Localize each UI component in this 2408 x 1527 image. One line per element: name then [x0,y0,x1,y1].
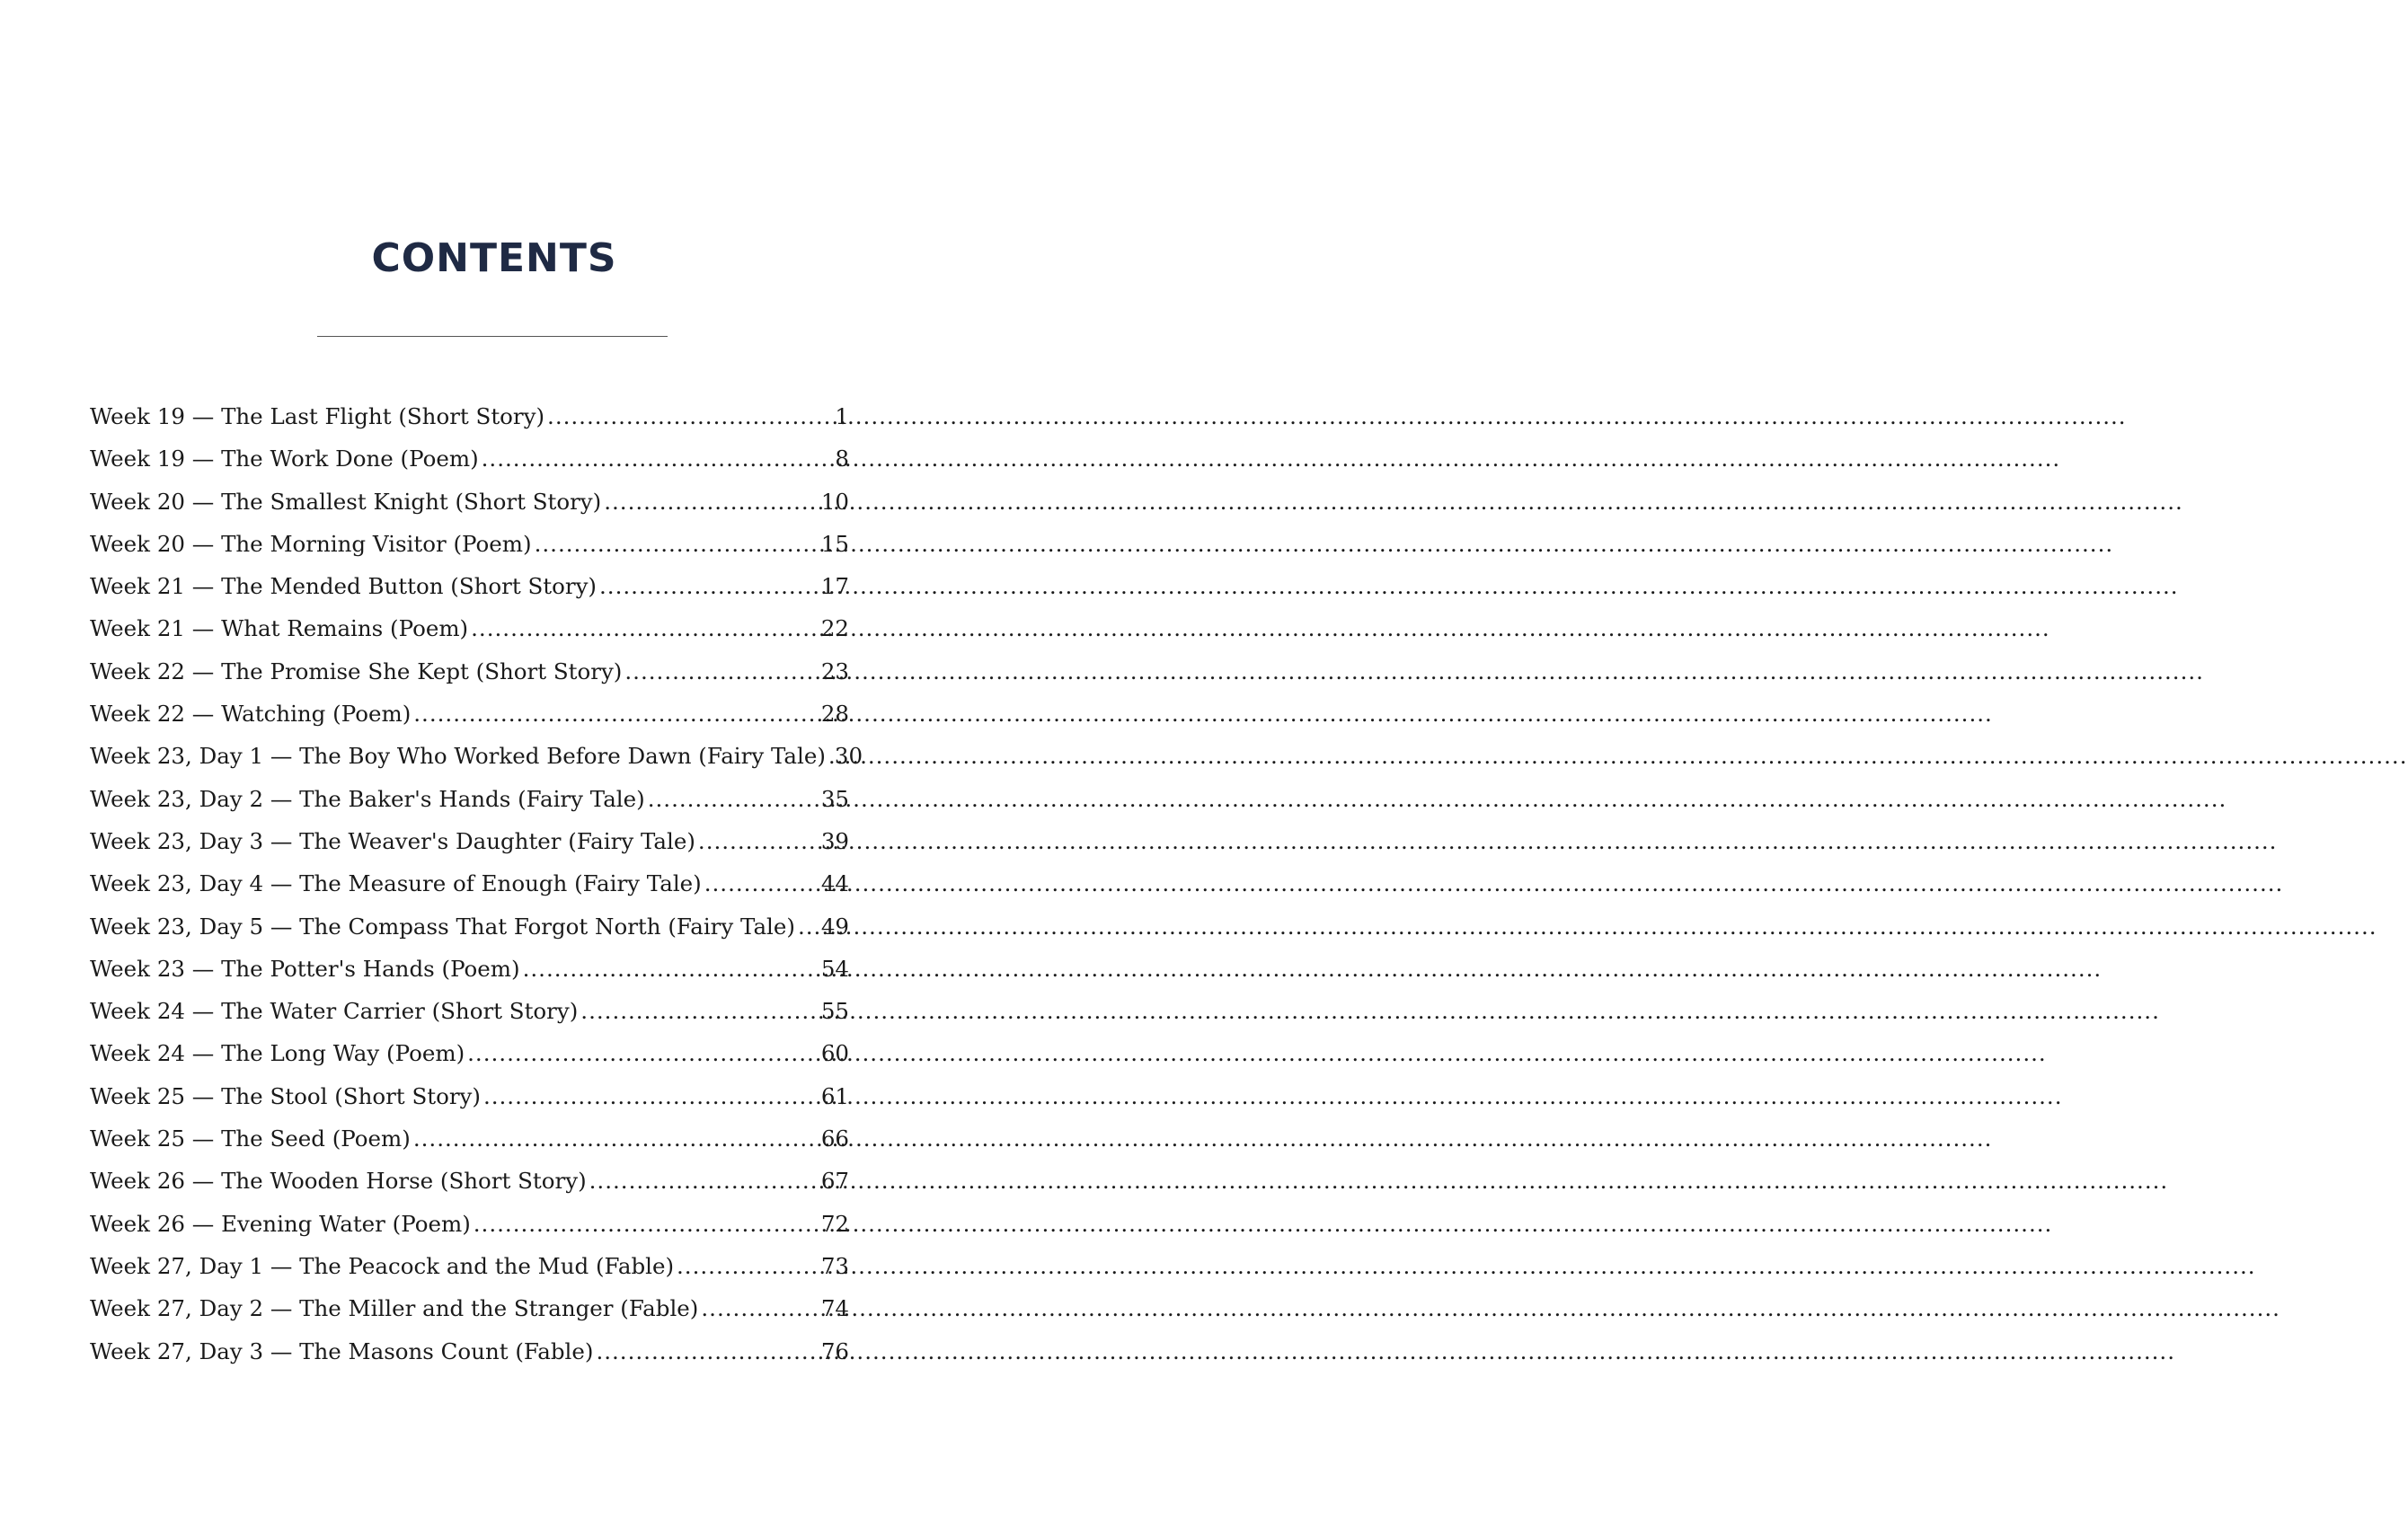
toc-entry[interactable] [90,1168,849,1210]
toc-dot-leader [580,998,819,1024]
toc-entry-title: Week 23, Day 2 — The Baker's Hands (Fairy Tale) [90,785,645,812]
toc-dot-leader [604,489,819,515]
toc-entry-title: Week 27, Day 2 — The Miller and the Stranger (Fable) [90,1295,699,1322]
title-divider [317,336,668,337]
toc-entry-page-number: 44 [820,870,849,897]
toc-entry-title: Week 25 — The Seed (Poem) [90,1125,411,1152]
toc-entry-page-number: 61 [820,1082,849,1109]
toc-entry-title: Week 20 — The Morning Visitor (Poem) [90,530,532,557]
toc-entry[interactable] [90,1125,849,1168]
toc-entry-page-number: 35 [820,785,849,812]
toc-entry[interactable] [90,743,863,785]
toc-entry[interactable] [90,828,849,870]
toc-entry-page-number: 66 [820,1125,849,1152]
toc-entry-page-number: 39 [820,827,849,854]
toc-entry-title: Week 23, Day 5 — The Compass That Forgot North (Fairy Tale) [90,913,795,940]
toc-entry-page-number: 22 [820,615,849,642]
toc-dot-leader [471,615,819,641]
toc-dot-leader [589,1168,819,1194]
toc-entry-title: Week 26 — Evening Water (Poem) [90,1210,471,1237]
toc-entry-page-number: 54 [820,955,849,982]
toc-entry-title: Week 24 — The Water Carrier (Short Story) [90,998,579,1025]
toc-dot-leader [698,828,819,854]
toc-entry[interactable] [90,446,849,488]
toc-entry[interactable] [90,786,849,828]
toc-entry[interactable] [90,914,849,956]
toc-entry-title: Week 23, Day 3 — The Weaver's Daughter (Fairy Tale) [90,827,695,854]
toc-dot-leader [413,701,819,727]
toc-entry[interactable] [90,998,849,1040]
toc-entry-page-number: 76 [820,1337,849,1364]
toc-entry-title: Week 22 — Watching (Poem) [90,701,412,728]
toc-entry-page-number: 72 [820,1210,849,1237]
toc-entry[interactable] [90,1040,849,1082]
toc-entry-page-number: 28 [820,701,849,728]
toc-entry[interactable] [90,956,849,998]
toc-dot-leader [648,786,819,812]
toc-entry[interactable] [90,489,849,531]
toc-entry-title: Week 24 — The Long Way (Poem) [90,1040,465,1067]
toc-entry-title: Week 25 — The Stool (Short Story) [90,1082,481,1109]
toc-entry-title: Week 19 — The Last Flight (Short Story) [90,403,545,429]
toc-dot-leader [704,870,819,896]
toc-entry-page-number: 55 [820,998,849,1025]
toc-dot-leader [523,956,819,982]
toc-dot-leader [677,1253,819,1279]
toc-entry[interactable] [90,403,849,446]
toc-entry-page-number: 49 [820,913,849,940]
toc-entry-page-number: 10 [820,488,849,515]
toc-entry-title: Week 22 — The Promise She Kept (Short Story) [90,658,623,684]
toc-dot-leader [701,1295,818,1321]
toc-entry[interactable] [90,1211,849,1253]
toc-dot-leader [798,914,819,940]
toc-entry-title: Week 27, Day 1 — The Peacock and the Mud (Fable) [90,1252,675,1279]
toc-entry[interactable] [90,1295,849,1337]
toc-entry-page-number: 73 [820,1252,849,1279]
toc-entry-page-number: 30 [834,743,863,770]
toc-entry-title: Week 20 — The Smallest Knight (Short Story) [90,488,602,515]
toc-entry-page-number: 17 [820,573,849,600]
toc-entry[interactable] [90,573,849,615]
toc-entry[interactable] [90,531,849,573]
toc-entry-page-number: 74 [820,1295,849,1322]
toc-entry-page-number: 67 [820,1168,849,1195]
toc-entry-title: Week 23 — The Potter's Hands (Poem) [90,955,520,982]
toc-entry-title: Week 23, Day 4 — The Measure of Enough (Fairy Tale) [90,870,702,897]
toc-entry-title: Week 19 — The Work Done (Poem) [90,446,479,472]
toc-entry[interactable] [90,615,849,658]
page-title: CONTENTS [371,235,617,281]
toc-dot-leader [599,573,819,599]
toc-entry[interactable] [90,701,849,743]
toc-dot-leader [624,658,818,684]
toc-entry-page-number: 60 [820,1040,849,1067]
toc-dot-leader [535,531,819,557]
toc-entry-title: Week 21 — The Mended Button (Short Story) [90,573,597,600]
toc-dot-leader [474,1211,819,1237]
table-of-contents [90,403,863,1381]
toc-entry-page-number: 8 [835,446,849,472]
toc-dot-leader [467,1040,819,1066]
toc-entry-title: Week 26 — The Wooden Horse (Short Story) [90,1168,587,1195]
toc-entry-page-number: 23 [820,658,849,684]
toc-entry[interactable] [90,658,849,701]
toc-dot-leader [413,1125,819,1152]
toc-dot-leader [483,1083,819,1109]
toc-entry-page-number: 15 [820,530,849,557]
toc-entry[interactable] [90,870,849,913]
toc-dot-leader [596,1338,818,1364]
toc-entry-title: Week 27, Day 3 — The Masons Count (Fable) [90,1337,594,1364]
toc-entry[interactable] [90,1083,849,1125]
toc-entry[interactable] [90,1253,849,1295]
document-page [0,0,988,1527]
toc-entry-page-number: 1 [835,403,849,429]
toc-entry-title: Week 23, Day 1 — The Boy Who Worked Before Dawn (Fairy Tale) [90,743,826,770]
toc-entry[interactable] [90,1338,849,1381]
toc-entry-title: Week 21 — What Remains (Poem) [90,615,469,642]
toc-dot-leader [828,743,832,769]
toc-dot-leader [547,403,832,429]
toc-dot-leader [482,446,833,472]
